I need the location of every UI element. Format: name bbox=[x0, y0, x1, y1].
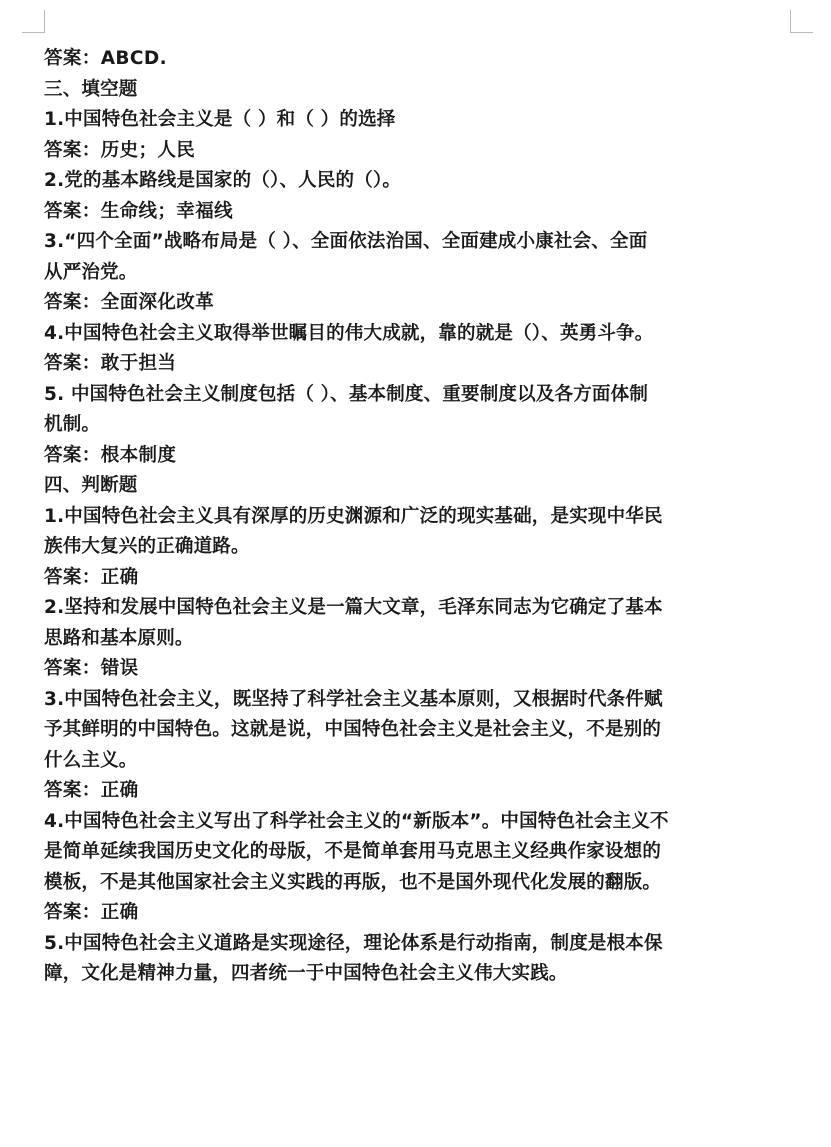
answer-line: 答案：根本制度 bbox=[44, 444, 177, 466]
question-line: 模板，不是其他国家社会主义实践的再版，也不是国外现代化发展的翻版。 bbox=[44, 871, 662, 893]
question-line: 予其鲜明的中国特色。这就是说，中国特色社会主义是社会主义，不是别的 bbox=[44, 719, 662, 740]
question-line: 5. 中国特色社会主义制度包括（ ）、基本制度、重要制度以及各方面体制 bbox=[44, 383, 649, 405]
question-line: 是简单延续我国历史文化的母版，不是简单套用马克思主义经典作家设想的 bbox=[44, 841, 662, 862]
answer-line: 答案：历史；人民 bbox=[44, 139, 196, 161]
question-line: 4.中国特色社会主义取得举世瞩目的伟大成就，靠的就是（）、英勇斗争。 bbox=[44, 322, 654, 344]
question-line: 2.党的基本路线是国家的（）、人民的（）。 bbox=[44, 170, 402, 191]
answer-line: 答案：正确 bbox=[44, 780, 139, 801]
answer-line: 答案：正确 bbox=[44, 566, 139, 588]
document-body bbox=[44, 44, 794, 990]
question-line: 什么主义。 bbox=[44, 749, 138, 771]
answer-line: 答案：ABCD. bbox=[44, 48, 168, 69]
question-line: 4.中国特色社会主义写出了科学社会主义的“新版本”。中国特色社会主义不 bbox=[44, 810, 669, 832]
question-line: 3.中国特色社会主义，既坚持了科学社会主义基本原则，又根据时代条件赋 bbox=[44, 688, 663, 710]
section-heading-fill-in-blank: 三、填空题 bbox=[44, 78, 138, 100]
page-corner-mark-top-right bbox=[790, 10, 813, 33]
answer-line: 答案：正确 bbox=[44, 902, 139, 923]
question-line: 2.坚持和发展中国特色社会主义是一篇大文章，毛泽东同志为它确定了基本 bbox=[44, 597, 663, 618]
question-line: 机制。 bbox=[44, 414, 101, 435]
question-line: 思路和基本原则。 bbox=[44, 627, 194, 649]
section-heading-true-false: 四、判断题 bbox=[44, 475, 138, 496]
page-corner-mark-top-left bbox=[22, 10, 45, 33]
answer-line: 答案：全面深化改革 bbox=[44, 292, 215, 313]
answer-line: 答案：错误 bbox=[44, 658, 139, 679]
question-line: 3.“四个全面”战略布局是（ ）、全面依法治国、全面建成小康社会、全面 bbox=[44, 231, 648, 252]
question-line: 1.中国特色社会主义具有深厚的历史渊源和广泛的现实基础，是实现中华民 bbox=[44, 505, 663, 527]
answer-line: 答案：生命线；幸福线 bbox=[44, 200, 234, 222]
answer-line: 答案：敢于担当 bbox=[44, 353, 177, 374]
question-line: 5.中国特色社会主义道路是实现途径，理论体系是行动指南，制度是根本保 bbox=[44, 932, 663, 954]
question-line: 族伟大复兴的正确道路。 bbox=[44, 536, 250, 557]
question-line: 从严治党。 bbox=[44, 261, 138, 283]
question-line: 1.中国特色社会主义是（ ）和（ ）的选择 bbox=[44, 109, 396, 130]
question-line: 障，文化是精神力量，四者统一于中国特色社会主义伟大实践。 bbox=[44, 963, 568, 984]
